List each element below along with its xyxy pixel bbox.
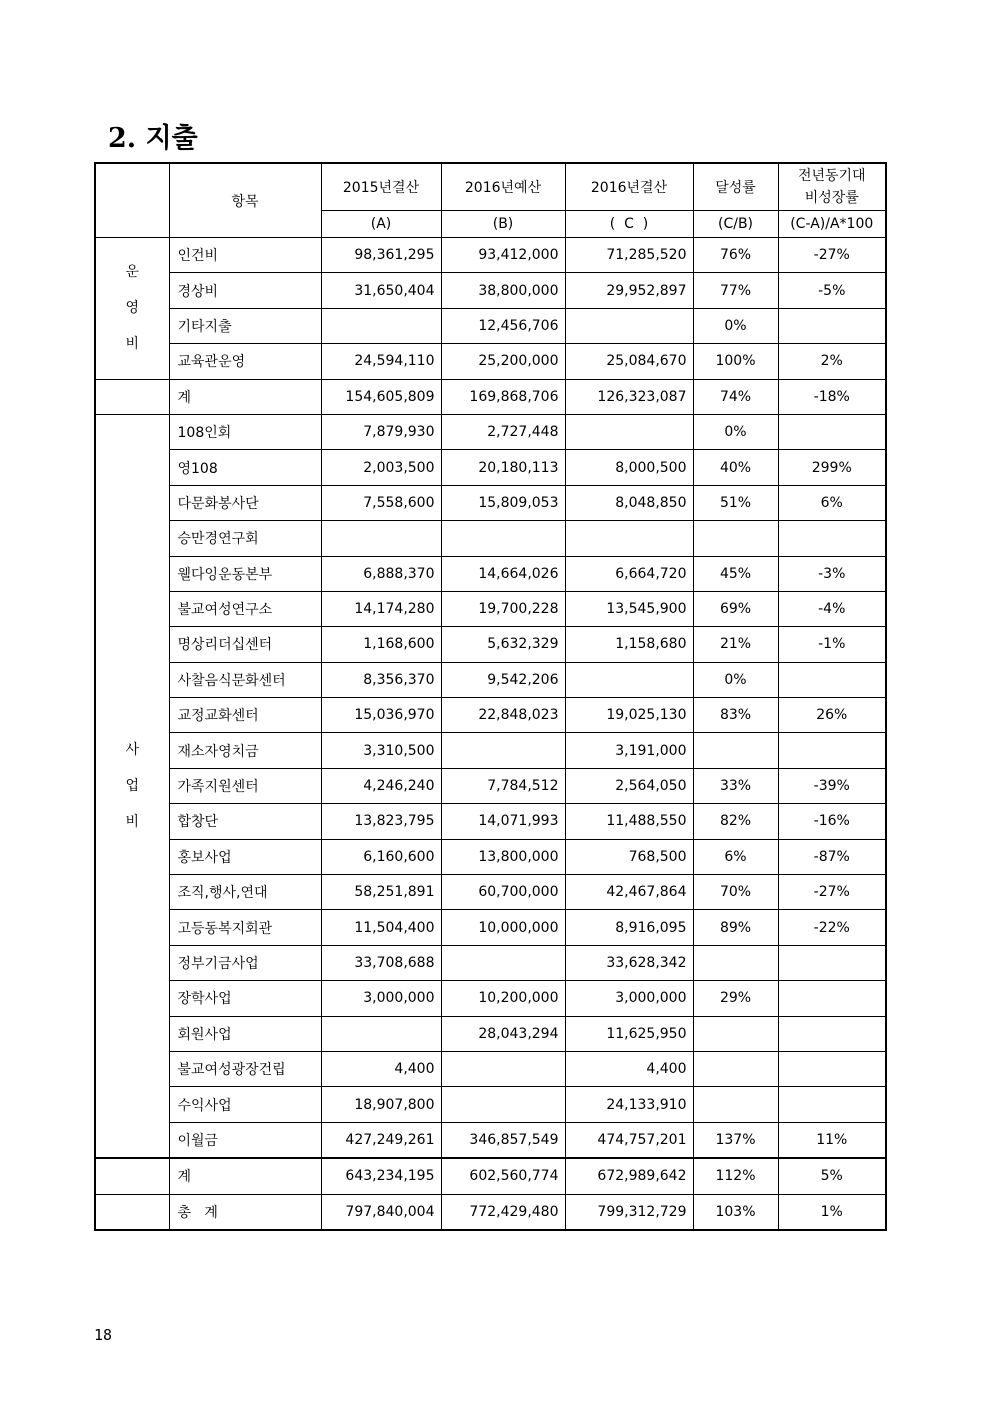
cell-item: 인건비 <box>169 238 321 273</box>
cell-2016-result: 8,000,500 <box>565 450 693 485</box>
cell-2015: 643,234,195 <box>321 1158 441 1194</box>
cell-growth: 26% <box>778 698 886 733</box>
cell-2016-result: 1,158,680 <box>565 627 693 662</box>
cell-2016-budget: 169,868,706 <box>441 379 565 414</box>
table-row <box>95 662 886 697</box>
cell-2016-budget: 28,043,294 <box>441 1016 565 1051</box>
cell-growth: -5% <box>778 273 886 308</box>
cell-2016-result: 672,989,642 <box>565 1158 693 1194</box>
cell-growth <box>778 521 886 556</box>
cell-growth: -39% <box>778 768 886 803</box>
cell-2016-result: 799,312,729 <box>565 1194 693 1230</box>
cell-2016-result <box>565 414 693 449</box>
cell-item: 승만경연구회 <box>169 521 321 556</box>
cell-growth <box>778 733 886 768</box>
table-row <box>95 485 886 520</box>
cell-2016-result: 126,323,087 <box>565 379 693 414</box>
cell-growth <box>778 1016 886 1051</box>
cell-2016-budget: 5,632,329 <box>441 627 565 662</box>
header-sub-b: (B) <box>441 211 565 238</box>
table-row <box>95 556 886 591</box>
cell-rate: 29% <box>693 981 778 1016</box>
table-row <box>95 450 886 485</box>
cell-growth <box>778 1087 886 1122</box>
cell-rate: 51% <box>693 485 778 520</box>
cell-growth: -16% <box>778 804 886 839</box>
table-row <box>95 344 886 379</box>
cell-rate: 112% <box>693 1158 778 1194</box>
cell-2016-result: 24,133,910 <box>565 1087 693 1122</box>
cell-item: 조직,행사,연대 <box>169 875 321 910</box>
cell-2015: 14,174,280 <box>321 591 441 626</box>
cell-growth <box>778 945 886 980</box>
cell-2016-budget <box>441 521 565 556</box>
cell-item: 장학사업 <box>169 981 321 1016</box>
cell-2015: 33,708,688 <box>321 945 441 980</box>
cell-rate: 76% <box>693 238 778 273</box>
cell-item: 다문화봉사단 <box>169 485 321 520</box>
cell-rate: 6% <box>693 839 778 874</box>
header-2015: 2015년결산 <box>321 163 441 211</box>
cell-rate: 82% <box>693 804 778 839</box>
ops-total-row <box>95 379 886 414</box>
cell-2016-budget <box>441 1051 565 1086</box>
cell-2016-budget: 19,700,228 <box>441 591 565 626</box>
cell-2016-result: 13,545,900 <box>565 591 693 626</box>
cell-item: 정부기금사업 <box>169 945 321 980</box>
cell-2015: 2,003,500 <box>321 450 441 485</box>
cell-2015: 6,888,370 <box>321 556 441 591</box>
cell-rate: 83% <box>693 698 778 733</box>
table-row <box>95 875 886 910</box>
cell-2016-result: 4,400 <box>565 1051 693 1086</box>
table-row <box>95 521 886 556</box>
cell-2016-result <box>565 308 693 343</box>
cell-2015: 4,246,240 <box>321 768 441 803</box>
cell-2015: 1,168,600 <box>321 627 441 662</box>
cell-rate: 0% <box>693 414 778 449</box>
cell-growth <box>778 981 886 1016</box>
cell-2015: 15,036,970 <box>321 698 441 733</box>
cell-2015: 3,000,000 <box>321 981 441 1016</box>
cell-2016-budget: 12,456,706 <box>441 308 565 343</box>
cell-2016-budget: 10,200,000 <box>441 981 565 1016</box>
cell-growth <box>778 308 886 343</box>
cell-2016-budget: 15,809,053 <box>441 485 565 520</box>
header-sub-rate: (C/B) <box>693 211 778 238</box>
cell-growth <box>778 662 886 697</box>
table-row <box>95 627 886 662</box>
cell-growth: -4% <box>778 591 886 626</box>
cell-item: 불교여성광장건립 <box>169 1051 321 1086</box>
table-row <box>95 910 886 945</box>
blank-cell <box>95 1194 169 1230</box>
cell-growth: -3% <box>778 556 886 591</box>
cell-item: 가족지원센터 <box>169 768 321 803</box>
cell-item: 총 계 <box>169 1194 321 1230</box>
cell-2016-result: 25,084,670 <box>565 344 693 379</box>
header-growth-line2: 비성장률 <box>804 190 859 206</box>
cell-2016-result: 42,467,864 <box>565 875 693 910</box>
cell-2016-result: 19,025,130 <box>565 698 693 733</box>
cell-growth: -22% <box>778 910 886 945</box>
cell-2016-budget: 2,727,448 <box>441 414 565 449</box>
biz-total-row <box>95 1158 886 1194</box>
cell-rate: 137% <box>693 1122 778 1158</box>
cell-item: 불교여성연구소 <box>169 591 321 626</box>
cell-item: 이월금 <box>169 1122 321 1158</box>
cell-2015: 31,650,404 <box>321 273 441 308</box>
cell-rate: 74% <box>693 379 778 414</box>
cell-2015 <box>321 521 441 556</box>
cell-2016-result: 11,625,950 <box>565 1016 693 1051</box>
cell-2015 <box>321 1016 441 1051</box>
cell-2016-result: 474,757,201 <box>565 1122 693 1158</box>
expenditure-table <box>94 162 887 1231</box>
cell-item: 회원사업 <box>169 1016 321 1051</box>
cell-2016-budget: 25,200,000 <box>441 344 565 379</box>
cell-2016-result: 8,916,095 <box>565 910 693 945</box>
table-row <box>95 414 886 449</box>
cell-rate <box>693 733 778 768</box>
cell-item: 교육관운영 <box>169 344 321 379</box>
page-number: 18 <box>94 1326 113 1344</box>
cell-2015: 154,605,809 <box>321 379 441 414</box>
cell-growth: 6% <box>778 485 886 520</box>
cell-2015: 8,356,370 <box>321 662 441 697</box>
header-row <box>95 163 886 211</box>
cell-rate: 0% <box>693 308 778 343</box>
cell-rate: 33% <box>693 768 778 803</box>
cell-2015: 11,504,400 <box>321 910 441 945</box>
cell-growth: -1% <box>778 627 886 662</box>
header-2016-budget: 2016년예산 <box>441 163 565 211</box>
cell-2015: 58,251,891 <box>321 875 441 910</box>
table-row <box>95 591 886 626</box>
cell-rate <box>693 521 778 556</box>
cell-item: 합창단 <box>169 804 321 839</box>
cell-2016-result: 3,191,000 <box>565 733 693 768</box>
section-biz-label <box>95 414 169 1158</box>
cell-item: 수익사업 <box>169 1087 321 1122</box>
cell-item: 고등동복지회관 <box>169 910 321 945</box>
cell-2016-result <box>565 662 693 697</box>
cell-2016-result: 11,488,550 <box>565 804 693 839</box>
cell-2016-budget: 38,800,000 <box>441 273 565 308</box>
table-row <box>95 981 886 1016</box>
cell-2016-result: 6,664,720 <box>565 556 693 591</box>
cell-growth: 1% <box>778 1194 886 1230</box>
cell-rate: 89% <box>693 910 778 945</box>
cell-growth <box>778 414 886 449</box>
cell-item: 사찰음식문화센터 <box>169 662 321 697</box>
table-row <box>95 945 886 980</box>
cell-rate <box>693 945 778 980</box>
header-growth-line1: 전년동기대 <box>797 168 866 184</box>
page-title: 2. 지출 <box>108 123 198 154</box>
cell-rate: 77% <box>693 273 778 308</box>
cell-2015: 3,310,500 <box>321 733 441 768</box>
cell-2015: 24,594,110 <box>321 344 441 379</box>
cell-rate: 70% <box>693 875 778 910</box>
cell-2016-budget: 14,664,026 <box>441 556 565 591</box>
table-row <box>95 1051 886 1086</box>
cell-2016-result: 8,048,850 <box>565 485 693 520</box>
header-item: 항목 <box>169 163 321 238</box>
cell-growth: 2% <box>778 344 886 379</box>
cell-2016-budget: 93,412,000 <box>441 238 565 273</box>
cell-2016-budget: 10,000,000 <box>441 910 565 945</box>
cell-2016-budget: 602,560,774 <box>441 1158 565 1194</box>
cell-growth <box>778 1051 886 1086</box>
table-row <box>95 733 886 768</box>
table-row <box>95 1087 886 1122</box>
header-2016-result: 2016년결산 <box>565 163 693 211</box>
cell-rate: 21% <box>693 627 778 662</box>
header-sub-growth: (C-A)/A*100 <box>778 211 886 238</box>
cell-item: 웰다잉운동본부 <box>169 556 321 591</box>
cell-2016-budget: 60,700,000 <box>441 875 565 910</box>
section-ops-label <box>95 238 169 380</box>
cell-2015 <box>321 308 441 343</box>
cell-item: 108인회 <box>169 414 321 449</box>
table-row <box>95 1122 886 1158</box>
cell-item: 명상리더십센터 <box>169 627 321 662</box>
cell-2016-budget <box>441 733 565 768</box>
cell-2016-result: 71,285,520 <box>565 238 693 273</box>
cell-2016-budget <box>441 945 565 980</box>
cell-2016-result: 2,564,050 <box>565 768 693 803</box>
table-row <box>95 273 886 308</box>
cell-2015: 427,249,261 <box>321 1122 441 1158</box>
table-row <box>95 238 886 273</box>
cell-rate: 40% <box>693 450 778 485</box>
blank-cell <box>95 379 169 414</box>
cell-2015: 4,400 <box>321 1051 441 1086</box>
section-biz-label-char: 업 <box>125 778 140 795</box>
cell-2015: 797,840,004 <box>321 1194 441 1230</box>
section-ops-label-char: 비 <box>125 336 140 353</box>
table-row <box>95 804 886 839</box>
cell-growth: -18% <box>778 379 886 414</box>
header-blank <box>95 163 169 238</box>
cell-2016-budget: 346,857,549 <box>441 1122 565 1158</box>
cell-2016-budget: 20,180,113 <box>441 450 565 485</box>
cell-growth: -27% <box>778 238 886 273</box>
cell-2015: 6,160,600 <box>321 839 441 874</box>
cell-2016-result <box>565 521 693 556</box>
cell-growth: 11% <box>778 1122 886 1158</box>
header-sub-a: (A) <box>321 211 441 238</box>
table-row <box>95 698 886 733</box>
cell-rate <box>693 1016 778 1051</box>
cell-2016-budget: 22,848,023 <box>441 698 565 733</box>
header-sub-c: ( C ) <box>565 211 693 238</box>
cell-rate: 100% <box>693 344 778 379</box>
cell-2016-budget: 9,542,206 <box>441 662 565 697</box>
section-ops-label-char: 영 <box>125 300 140 317</box>
section-biz-label-char: 비 <box>125 814 140 831</box>
cell-2016-result: 3,000,000 <box>565 981 693 1016</box>
cell-rate <box>693 1051 778 1086</box>
cell-2016-budget: 14,071,993 <box>441 804 565 839</box>
cell-2016-budget: 7,784,512 <box>441 768 565 803</box>
cell-growth: -27% <box>778 875 886 910</box>
cell-2015: 13,823,795 <box>321 804 441 839</box>
cell-2016-result: 33,628,342 <box>565 945 693 980</box>
cell-rate: 103% <box>693 1194 778 1230</box>
cell-item: 홍보사업 <box>169 839 321 874</box>
cell-2015: 7,879,930 <box>321 414 441 449</box>
cell-growth: 5% <box>778 1158 886 1194</box>
cell-2015: 7,558,600 <box>321 485 441 520</box>
cell-growth: -87% <box>778 839 886 874</box>
blank-cell <box>95 1158 169 1194</box>
table-row <box>95 1016 886 1051</box>
cell-rate: 0% <box>693 662 778 697</box>
cell-rate: 69% <box>693 591 778 626</box>
section-biz-label-char: 사 <box>125 742 140 759</box>
cell-rate <box>693 1087 778 1122</box>
cell-2015: 18,907,800 <box>321 1087 441 1122</box>
cell-item: 계 <box>169 1158 321 1194</box>
cell-2015: 98,361,295 <box>321 238 441 273</box>
cell-2016-result: 768,500 <box>565 839 693 874</box>
table-row <box>95 308 886 343</box>
cell-2016-budget <box>441 1087 565 1122</box>
cell-2016-budget: 13,800,000 <box>441 839 565 874</box>
cell-item: 경상비 <box>169 273 321 308</box>
cell-item: 영108 <box>169 450 321 485</box>
cell-item: 계 <box>169 379 321 414</box>
cell-growth: 299% <box>778 450 886 485</box>
cell-2016-budget: 772,429,480 <box>441 1194 565 1230</box>
header-rate: 달성률 <box>693 163 778 211</box>
cell-rate: 45% <box>693 556 778 591</box>
cell-2016-result: 29,952,897 <box>565 273 693 308</box>
cell-item: 교정교화센터 <box>169 698 321 733</box>
section-ops-label-char: 운 <box>125 264 140 281</box>
cell-item: 기타지출 <box>169 308 321 343</box>
header-growth <box>778 163 886 211</box>
table-row <box>95 839 886 874</box>
grand-total-row <box>95 1194 886 1230</box>
cell-item: 재소자영치금 <box>169 733 321 768</box>
table-row <box>95 768 886 803</box>
